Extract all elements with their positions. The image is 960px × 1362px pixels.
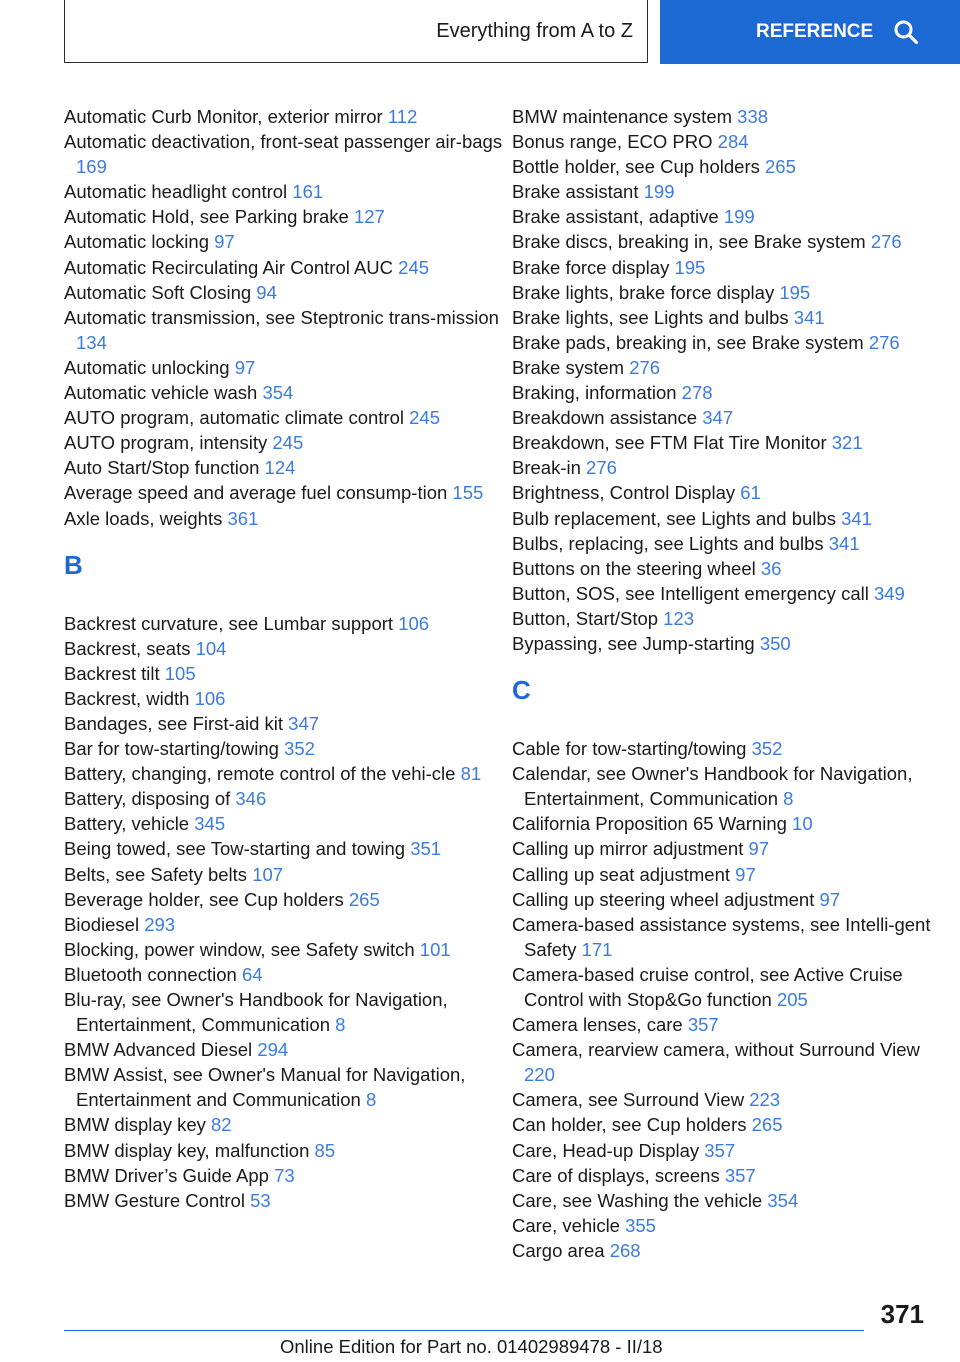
index-entry-text: Average speed and average fuel consump-tion xyxy=(64,482,448,504)
index-entry-page-link[interactable]: 341 xyxy=(793,306,825,328)
index-entry-text: Calling up mirror adjustment xyxy=(512,838,744,860)
index-entry xyxy=(64,480,504,505)
index-entry-text: Camera-based assistance systems, see Intelli-gent Safety xyxy=(512,913,931,960)
index-entry-text: Break-in xyxy=(512,457,581,479)
index-entry-page-link[interactable]: 195 xyxy=(674,256,706,278)
index-entry-text: Camera, rearview camera, without Surround View xyxy=(512,1039,920,1061)
index-entry-text: Brake pads, breaking in, see Brake system xyxy=(512,331,864,353)
index-entry-page-link[interactable]: 106 xyxy=(398,612,430,634)
index-entry-text: Camera, see Surround View xyxy=(512,1089,745,1111)
index-entry-text: Bypassing, see Jump-starting xyxy=(512,632,755,654)
index-entry-page-link[interactable]: 82 xyxy=(211,1114,232,1136)
index-entry-page-link[interactable]: 346 xyxy=(235,788,267,810)
index-entry-text: BMW Assist, see Owner's Manual for Navigation, Entertainment and Communication xyxy=(64,1064,466,1111)
index-entry-page-link[interactable]: 354 xyxy=(262,382,294,404)
index-entry xyxy=(64,761,504,786)
section-title: Everything from A to Z xyxy=(436,19,633,42)
index-entry-text: Automatic unlocking xyxy=(64,356,230,378)
index-entry xyxy=(512,887,932,912)
index-entry-page-link[interactable]: 104 xyxy=(195,637,227,659)
index-entry-text: Bandages, see First-aid kit xyxy=(64,712,284,734)
index-entry-text: Bottle holder, see Cup holders xyxy=(512,156,760,178)
index-entry-page-link[interactable]: 354 xyxy=(767,1189,799,1211)
index-entry xyxy=(64,636,504,661)
index-entry xyxy=(64,405,504,430)
index-entry xyxy=(64,1112,504,1137)
index-entry-text: Automatic transmission, see Steptronic trans-mission xyxy=(64,306,499,328)
index-entry xyxy=(512,606,932,631)
index-entry xyxy=(512,1188,932,1213)
index-entry-text: Brake force display xyxy=(512,256,670,278)
index-entry-page-link[interactable]: 123 xyxy=(663,607,695,629)
index-entry-page-link[interactable]: 73 xyxy=(274,1164,295,1186)
index-entry xyxy=(512,581,932,606)
index-entry-page-link[interactable]: 350 xyxy=(759,632,791,654)
index-entry-text: Auto Start/Stop function xyxy=(64,457,260,479)
index-entry-text: Automatic headlight control xyxy=(64,181,288,203)
index-entry-text: Care of displays, screens xyxy=(512,1164,720,1186)
index-entry xyxy=(64,430,504,455)
index-entry xyxy=(64,455,504,480)
index-entry-text: Button, Start/Stop xyxy=(512,607,659,629)
index-entry-text: Camera-based cruise control, see Active Cruise Control with Stop&Go function xyxy=(512,963,903,1010)
index-entry-page-link[interactable]: 347 xyxy=(288,712,320,734)
index-entry-page-link[interactable]: 97 xyxy=(735,863,756,885)
index-entry xyxy=(64,987,504,1037)
index-entry-page-link[interactable]: 355 xyxy=(625,1214,656,1236)
index-entry-page-link[interactable]: 284 xyxy=(717,131,749,153)
index-entry xyxy=(512,455,932,480)
index-entry-text: Biodiesel xyxy=(64,913,140,935)
index-entry-text: Automatic deactivation, front-seat passenger air-bags xyxy=(64,131,503,153)
index-entry xyxy=(512,736,932,761)
index-entry-text: Camera lenses, care xyxy=(512,1014,683,1036)
index-entry-page-link[interactable]: 245 xyxy=(398,256,430,278)
index-entry xyxy=(512,862,932,887)
index-entry-text: Care, see Washing the vehicle xyxy=(512,1189,763,1211)
index-entry-page-link[interactable]: 321 xyxy=(831,432,863,454)
index-entry-page-link[interactable]: 97 xyxy=(214,231,235,253)
index-entry-page-link[interactable]: 199 xyxy=(723,206,755,228)
index-entry-page-link[interactable]: 124 xyxy=(264,457,296,479)
reference-tab-label: REFERENCE xyxy=(756,21,874,42)
index-entry-page-link[interactable]: 265 xyxy=(751,1114,783,1136)
index-entry-text: Bulbs, replacing, see Lights and bulbs xyxy=(512,532,824,554)
index-entry-page-link[interactable]: 97 xyxy=(819,888,841,910)
index-entry xyxy=(64,204,504,229)
index-entry-page-link[interactable]: 171 xyxy=(581,938,613,960)
index-entry xyxy=(64,686,504,711)
index-entry-text: Breakdown assistance xyxy=(512,407,698,429)
index-entry-text: Brake lights, see Lights and bulbs xyxy=(512,306,789,328)
index-entry-page-link[interactable]: 134 xyxy=(76,331,107,353)
index-entry xyxy=(512,204,932,229)
index-entry-page-link[interactable]: 276 xyxy=(586,457,617,479)
index-entry xyxy=(512,556,932,581)
index-entry-text: California Proposition 65 Warning xyxy=(512,813,787,835)
index-entry-page-link[interactable]: 268 xyxy=(609,1239,641,1261)
index-entry-text: Backrest, width xyxy=(64,687,190,709)
index-entry-text: Brightness, Control Display xyxy=(512,482,736,504)
index-entry-page-link[interactable]: 169 xyxy=(76,156,107,178)
index-entry-page-link[interactable]: 195 xyxy=(779,281,811,303)
index-entry-page-link[interactable]: 223 xyxy=(749,1089,781,1111)
index-entry xyxy=(512,255,932,280)
index-entry-page-link[interactable]: 105 xyxy=(164,662,196,684)
index-entry-page-link[interactable]: 107 xyxy=(252,863,284,885)
index-entry xyxy=(512,1213,932,1238)
index-entry-text: Brake lights, brake force display xyxy=(512,281,775,303)
index-entry-text: Being towed, see Tow-starting and towing xyxy=(64,838,406,860)
index-entry-text: Automatic locking xyxy=(64,231,209,253)
index-entry-text: Backrest, seats xyxy=(64,637,191,659)
index-letter-heading: C xyxy=(512,675,531,706)
index-entry xyxy=(512,480,932,505)
index-entry-page-link[interactable]: 81 xyxy=(460,763,482,785)
index-entry xyxy=(64,962,504,987)
index-entry xyxy=(512,229,932,254)
index-entry xyxy=(64,129,504,179)
index-entry-page-link[interactable]: 161 xyxy=(292,181,324,203)
index-entry-text: Axle loads, weights xyxy=(64,507,223,529)
index-entry-text: Calling up seat adjustment xyxy=(512,863,731,885)
index-entry xyxy=(512,761,932,811)
index-entry-text: BMW Gesture Control xyxy=(64,1189,245,1211)
search-icon[interactable] xyxy=(893,19,919,45)
index-entry-text: Brake assistant xyxy=(512,181,639,203)
footer-divider xyxy=(64,1330,864,1331)
index-entry-page-link[interactable]: 338 xyxy=(737,106,769,127)
index-entry-page-link[interactable]: 205 xyxy=(776,989,808,1010)
index-entry-page-link[interactable]: 352 xyxy=(284,738,315,760)
index-entry xyxy=(512,280,932,305)
index-entry-page-link[interactable]: 293 xyxy=(144,913,176,935)
index-entry-text: Calling up steering wheel adjustment xyxy=(512,888,815,910)
index-entry xyxy=(64,255,504,280)
index-entry-text: Automatic Recirculating Air Control AUC xyxy=(64,256,394,278)
index-entry xyxy=(64,1037,504,1062)
index-entry xyxy=(64,229,504,254)
index-entry-text: Blu-ray, see Owner's Handbook for Navigation, Entertainment, Communication xyxy=(64,989,448,1036)
index-entry-page-link[interactable]: 361 xyxy=(227,507,259,529)
index-entry-page-link[interactable]: 97 xyxy=(234,356,256,378)
index-entry xyxy=(64,1062,504,1112)
index-entry-text: Can holder, see Cup holders xyxy=(512,1114,747,1136)
index-entry-page-link[interactable]: 357 xyxy=(704,1139,736,1161)
page-number: 371 xyxy=(880,1299,924,1329)
index-entry-text: Bluetooth connection xyxy=(64,963,237,985)
index-entry-page-link[interactable]: 61 xyxy=(740,482,761,504)
index-entry-text: Automatic Soft Closing xyxy=(64,281,252,303)
index-entry-text: BMW display key, malfunction xyxy=(64,1139,310,1161)
index-entry-text: Belts, see Safety belts xyxy=(64,863,248,885)
index-entry-page-link[interactable]: 294 xyxy=(257,1039,289,1061)
index-entry-text: Care, Head-up Display xyxy=(512,1139,700,1161)
index-entry-page-link[interactable]: 64 xyxy=(241,963,263,985)
index-entry xyxy=(512,104,932,129)
index-entry-text: Cargo area xyxy=(512,1239,605,1261)
index-entry xyxy=(512,154,932,179)
index-entry-page-link[interactable]: 357 xyxy=(687,1014,719,1036)
index-entry-page-link[interactable]: 112 xyxy=(387,106,418,127)
index-entry-text: BMW Advanced Diesel xyxy=(64,1039,253,1061)
index-entry xyxy=(512,380,932,405)
index-entry-page-link[interactable]: 341 xyxy=(828,532,860,554)
index-entry-text: Cable for tow-starting/towing xyxy=(512,738,747,760)
index-entry xyxy=(64,179,504,204)
index-entry xyxy=(64,912,504,937)
index-entry-text: Battery, vehicle xyxy=(64,813,190,835)
index-entry-page-link[interactable]: 106 xyxy=(194,687,226,709)
reference-tab[interactable] xyxy=(660,0,960,64)
index-entry-text: Battery, changing, remote control of the vehi-cle xyxy=(64,763,456,785)
index-entry-text: Brake discs, breaking in, see Brake system xyxy=(512,231,866,253)
index-entry-page-link[interactable]: 341 xyxy=(841,507,872,529)
index-entry-text: Button, SOS, see Intelligent emergency call xyxy=(512,582,869,604)
index-entry xyxy=(64,280,504,305)
index-entry-page-link[interactable]: 8 xyxy=(335,1014,346,1036)
index-entry-text: BMW maintenance system xyxy=(512,106,733,127)
index-entry xyxy=(64,355,504,380)
index-entry xyxy=(512,330,932,355)
index-entry-text: Breakdown, see FTM Flat Tire Monitor xyxy=(512,432,827,454)
index-entry-page-link[interactable]: 85 xyxy=(314,1139,336,1161)
index-entry-text: AUTO program, intensity xyxy=(64,432,268,454)
index-entry xyxy=(64,937,504,962)
index-entry xyxy=(64,736,504,761)
index-entry-page-link[interactable]: 53 xyxy=(250,1189,271,1211)
index-entry-page-link[interactable]: 127 xyxy=(353,206,385,228)
index-entry xyxy=(512,129,932,154)
index-entry xyxy=(512,1087,932,1112)
index-entry-page-link[interactable]: 276 xyxy=(629,356,661,378)
index-entry-text: Automatic Hold, see Parking brake xyxy=(64,206,349,228)
index-entry xyxy=(512,179,932,204)
index-entry-page-link[interactable]: 276 xyxy=(870,231,902,253)
index-entry xyxy=(64,887,504,912)
index-entry-text: BMW display key xyxy=(64,1114,206,1136)
index-entry-page-link[interactable]: 10 xyxy=(792,813,813,835)
index-entry-text: Braking, information xyxy=(512,382,677,404)
index-entry xyxy=(512,1138,932,1163)
index-entry xyxy=(512,1238,932,1263)
index-entry-text: Backrest tilt xyxy=(64,662,160,684)
index-column-right xyxy=(512,104,932,1263)
index-entry-page-link[interactable]: 97 xyxy=(748,838,770,860)
index-entry-page-link[interactable]: 8 xyxy=(783,788,794,810)
index-entry xyxy=(512,1012,932,1037)
index-entry-page-link[interactable]: 265 xyxy=(348,888,380,910)
index-entry-page-link[interactable]: 155 xyxy=(452,482,484,504)
index-entry-page-link[interactable]: 8 xyxy=(366,1089,377,1111)
index-entry-page-link[interactable]: 265 xyxy=(765,156,796,178)
index-entry xyxy=(512,631,932,656)
index-entry xyxy=(512,430,932,455)
index-entry-page-link[interactable]: 245 xyxy=(409,407,440,429)
index-entry-page-link[interactable]: 357 xyxy=(724,1164,756,1186)
index-entry-text: Bonus range, ECO PRO xyxy=(512,131,713,153)
index-entry-page-link[interactable]: 345 xyxy=(194,813,226,835)
index-entry-text: Brake system xyxy=(512,356,625,378)
index-entry xyxy=(512,1112,932,1137)
index-entry xyxy=(512,531,932,556)
index-entry xyxy=(64,380,504,405)
index-entry xyxy=(64,836,504,861)
index-entry xyxy=(512,1163,932,1188)
index-entry-text: Care, vehicle xyxy=(512,1214,620,1236)
index-entry xyxy=(512,506,932,531)
index-entry-text: Brake assistant, adaptive xyxy=(512,206,719,228)
index-entry xyxy=(512,1037,932,1087)
index-entry-page-link[interactable]: 347 xyxy=(702,407,734,429)
index-entry xyxy=(64,862,504,887)
index-entry xyxy=(64,104,504,129)
index-entry-text: BMW Driver’s Guide App xyxy=(64,1164,269,1186)
index-entry xyxy=(64,1138,504,1163)
index-entry-text: Buttons on the steering wheel xyxy=(512,557,756,579)
index-entry xyxy=(512,912,932,962)
index-entry xyxy=(512,355,932,380)
index-entry xyxy=(64,611,504,636)
index-entry xyxy=(64,661,504,686)
index-entry-text: Blocking, power window, see Safety switch xyxy=(64,938,415,960)
index-entry-page-link[interactable]: 276 xyxy=(868,331,900,353)
index-entry-page-link[interactable]: 94 xyxy=(256,281,277,303)
index-entry xyxy=(512,836,932,861)
header-section-title-box xyxy=(64,0,648,63)
index-entry xyxy=(64,711,504,736)
index-entry-page-link[interactable]: 36 xyxy=(760,557,782,579)
index-entry-text: AUTO program, automatic climate control xyxy=(64,407,404,429)
index-entry-text: Battery, disposing of xyxy=(64,788,231,810)
index-entry xyxy=(64,1188,504,1213)
index-letter-heading: B xyxy=(64,549,83,580)
index-entry-page-link[interactable]: 351 xyxy=(410,838,442,860)
index-entry-page-link[interactable]: 220 xyxy=(524,1064,555,1086)
index-entry xyxy=(512,305,932,330)
index-entry-page-link[interactable]: 278 xyxy=(681,382,713,404)
index-entry-page-link[interactable]: 199 xyxy=(643,181,675,203)
index-entry-text: Calendar, see Owner's Handbook for Navigation, Entertainment, Communication xyxy=(512,763,913,810)
index-entry-page-link[interactable]: 349 xyxy=(873,582,905,604)
index-entry xyxy=(512,962,932,1012)
index-entry xyxy=(64,786,504,811)
index-entry-text: Bar for tow-starting/towing xyxy=(64,738,279,760)
index-entry-text: Automatic vehicle wash xyxy=(64,382,258,404)
index-entry-page-link[interactable]: 245 xyxy=(272,432,304,454)
index-entry-page-link[interactable]: 101 xyxy=(419,938,451,960)
index-entry-text: Backrest curvature, see Lumbar support xyxy=(64,612,394,634)
index-entry xyxy=(64,305,504,355)
index-entry xyxy=(64,506,504,531)
index-entry-text: Bulb replacement, see Lights and bulbs xyxy=(512,507,836,529)
index-entry xyxy=(512,811,932,836)
index-column-left xyxy=(64,104,504,1213)
index-entry-text: Beverage holder, see Cup holders xyxy=(64,888,344,910)
index-entry xyxy=(64,1163,504,1188)
index-entry-page-link[interactable]: 352 xyxy=(751,738,783,760)
index-entry xyxy=(512,405,932,430)
footer-edition-text: Online Edition for Part no. 01402989478 - II/18 xyxy=(280,1336,663,1357)
index-entry xyxy=(64,811,504,836)
index-entry-text: Automatic Curb Monitor, exterior mirror xyxy=(64,106,383,127)
